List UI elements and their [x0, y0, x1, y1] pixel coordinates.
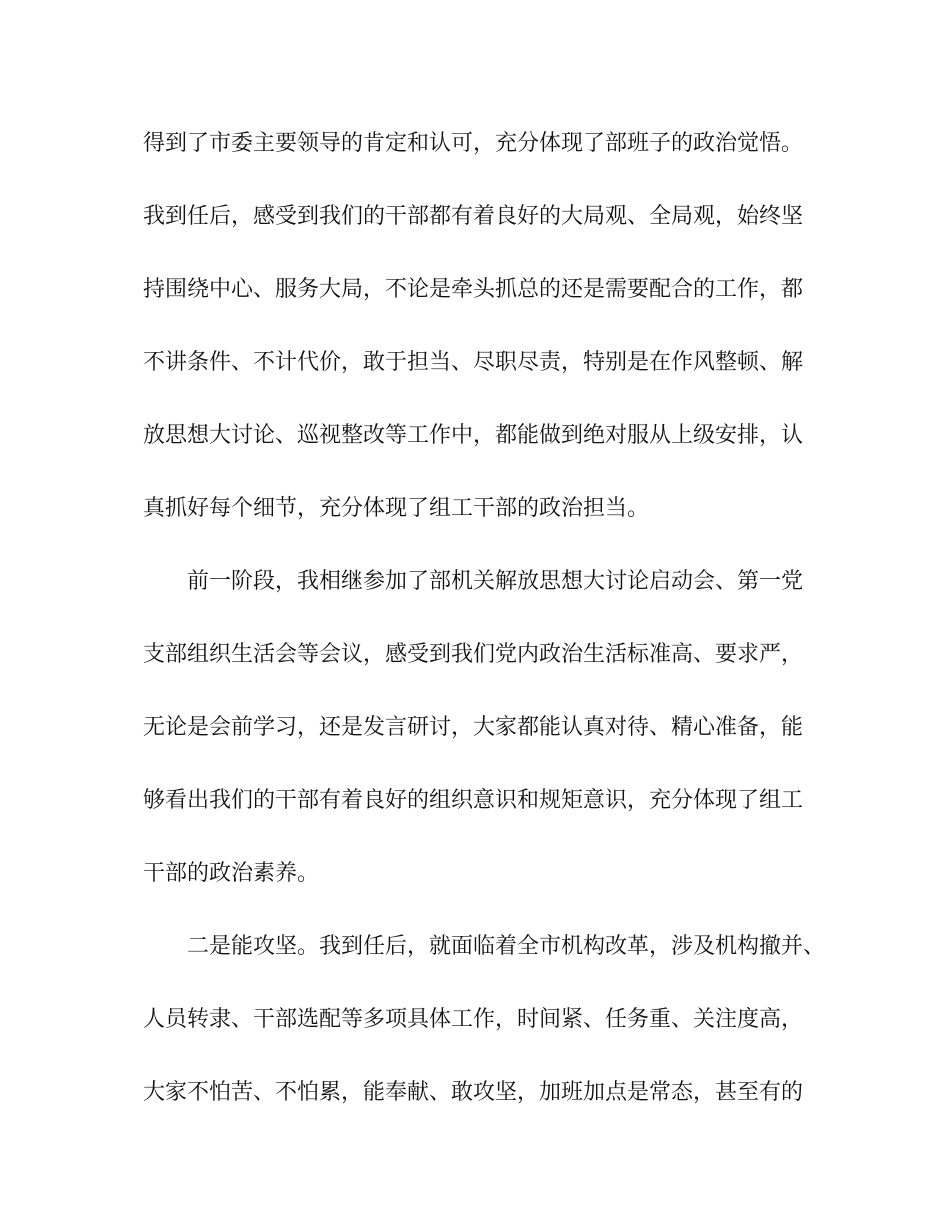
text-line: 人员转隶、干部选配等多项具体工作，时间紧、任务重、关注度高，: [143, 1007, 804, 1032]
text-line: 不讲条件、不计代价，敢于担当、尽职尽责，特别是在作风整顿、解: [143, 350, 804, 375]
text-line: 无论是会前学习，还是发言研讨，大家都能认真对待、精心准备，能: [143, 715, 804, 740]
text-line: 大家不怕苦、不怕累，能奉献、敢攻坚，加班加点是常态，甚至有的: [143, 1080, 804, 1105]
text-line: 支部组织生活会等会议，感受到我们党内政治生活标准高、要求严，: [143, 642, 804, 667]
text-line: 够看出我们的干部有着良好的组织意识和规矩意识，充分体现了组工: [143, 788, 804, 813]
text-line: 放思想大讨论、巡视整改等工作中，都能做到绝对服从上级安排，认: [143, 423, 804, 448]
text-line: 干部的政治素养。: [143, 861, 320, 886]
text-line: 持围绕中心、服务大局，不论是牵头抓总的还是需要配合的工作，都: [143, 277, 804, 302]
text-line: 我到任后，感受到我们的干部都有着良好的大局观、全局观，始终坚: [143, 204, 804, 229]
text-line: 真抓好每个细节，充分体现了组工干部的政治担当。: [143, 496, 650, 521]
text-line-paragraph-start: 二是能攻坚。我到任后，就面临着全市机构改革，涉及机构撤并、: [187, 934, 826, 959]
text-line: 得到了市委主要领导的肯定和认可，充分体现了部班子的政治觉悟。: [143, 131, 804, 156]
text-line-paragraph-start: 前一阶段，我相继参加了部机关解放思想大讨论启动会、第一党: [187, 569, 804, 594]
